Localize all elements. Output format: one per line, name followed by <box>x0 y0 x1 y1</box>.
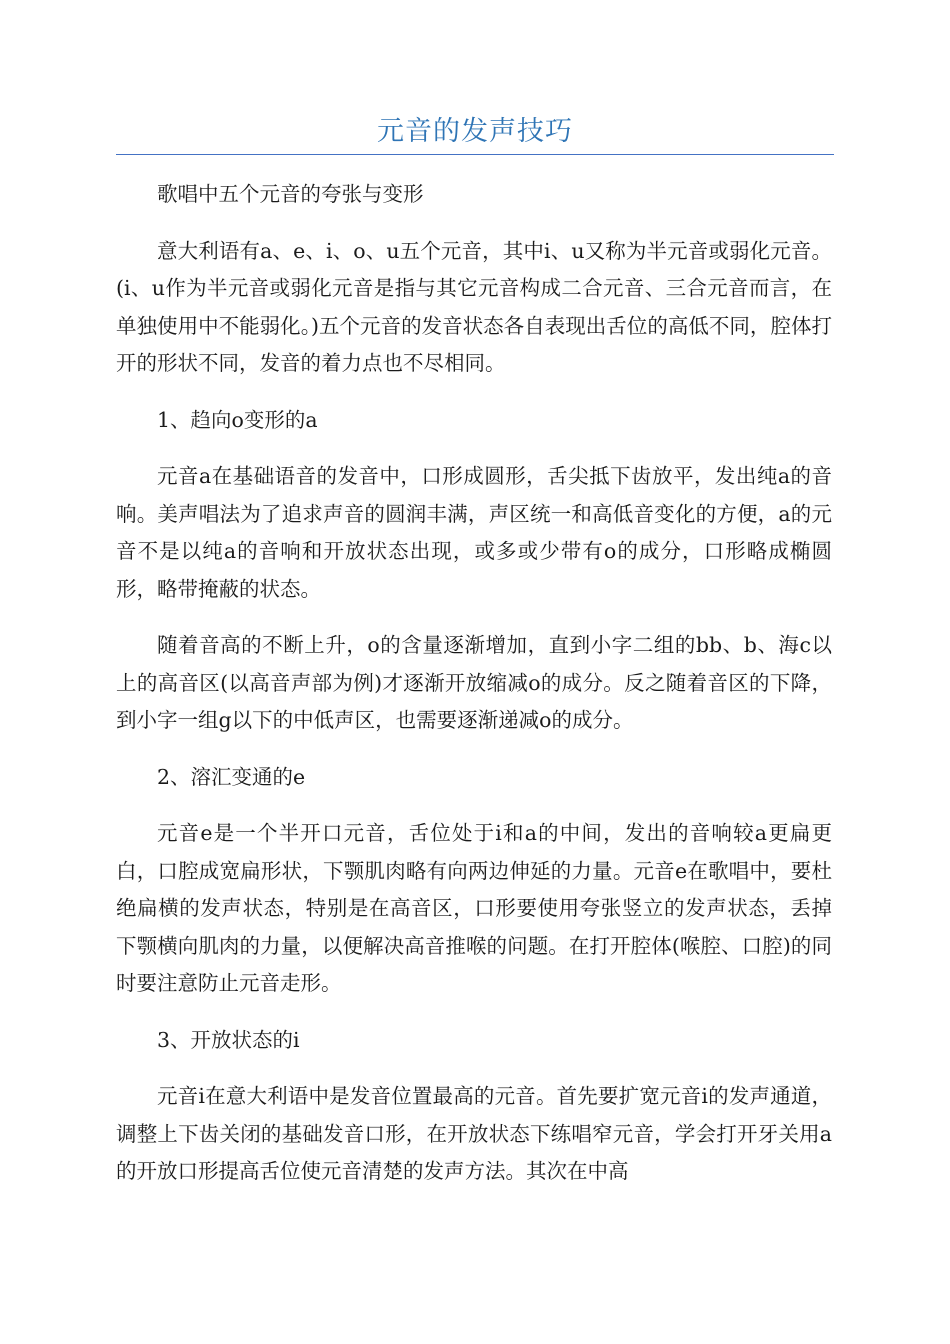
paragraph-intro: 意大利语有a、e、i、o、u五个元音，其中i、u又称为半元音或弱化元音。(i、u作为半元音或弱化元音是指与其它元音构成二合元音、三合元音而言，在单独使用中不能弱化。)五个元音的发音状态各自表现出舌位的高低不同，腔体打开的形状不同，发音的着力点也不尽相同。 <box>116 238 832 375</box>
paragraph-subtitle: 歌唱中五个元音的夸张与变形 <box>157 182 424 206</box>
paragraph-e-description: 元音e是一个半开口元音，舌位处于i和a的中间，发出的音响较a更扁更白，口腔成宽扁形状，下颚肌肉略有向两边伸延的力量。元音e在歌唱中，要杜绝扁横的发声状态，特别是在高音区，口形要使用夸张竖立的发声状态，丢掉下颚横向肌肉的力量，以便解决高音推喉的问题。在打开腔体(喉腔、口腔)的同时要注意防止元音走形。 <box>116 821 832 995</box>
document-body <box>116 176 832 1210</box>
paragraph-a-description: 元音a在基础语音的发音中，口形成圆形，舌尖抵下齿放平，发出纯a的音响。美声唱法为了追求声音的圆润丰满，声区统一和高低音变化的方便，a的元音不是以纯a的音响和开放状态出现，或多或少带有o的成分，口形略成椭圆形，略带掩蔽的状态。 <box>116 464 832 601</box>
section-heading-a: 1、趋向o变形的a <box>157 407 318 432</box>
title-underline-divider <box>116 154 834 155</box>
document-title: 元音的发声技巧 <box>377 116 573 147</box>
paragraph-i-description: 元音i在意大利语中是发音位置最高的元音。首先要扩宽元音i的发声通道，调整上下齿关闭的基础发音口形，在开放状态下练唱窄元音，学会打开牙关用a的开放口形提高舌位使元音清楚的发声方法。其次在中高 <box>116 1084 832 1183</box>
section-heading-i: 3、开放状态的i <box>157 1027 300 1052</box>
section-heading-e: 2、溶汇变通的e <box>157 764 306 789</box>
paragraph-a-pitch: 随着音高的不断上升，o的含量逐渐增加，直到小字二组的bb、b、海c以上的高音区(以高音声部为例)才逐渐开放缩减o的成分。反之随着音区的下降，到小字一组g以下的中低声区，也需要逐渐递减o的成分。 <box>116 633 832 732</box>
